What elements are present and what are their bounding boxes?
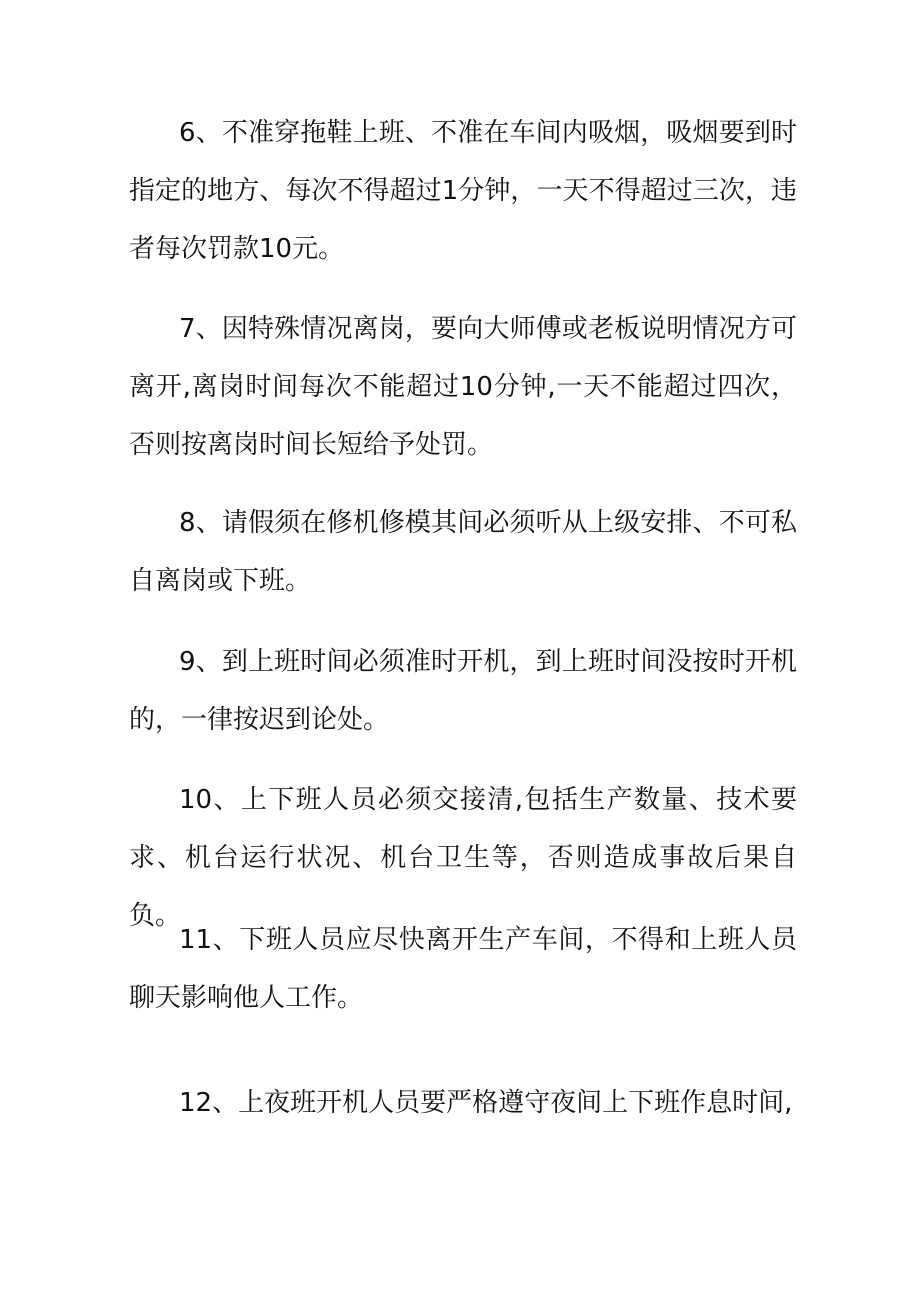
rule-paragraph-8: 8、请假须在修机修模其间必须听从上级安排、不可私自离岗或下班。	[129, 508, 797, 596]
rule-paragraph-12: 12、上夜班开机人员要严格遵守夜间上下班作息时间,	[179, 1088, 793, 1118]
rule-paragraph-9: 9、到上班时间必须准时开机，到上班时间没按时开机的，一律按迟到论处。	[129, 647, 797, 735]
rule-paragraph-7: 7、因特殊情况离岗，要向大师傅或老板说明情况方可离开,离岗时间每次不能超过10分钟,一天不能超过四次，否则按离岗时间长短给予处罚。	[129, 314, 797, 460]
rule-paragraph-11: 11、下班人员应尽快离开生产车间，不得和上班人员聊天影响他人工作。	[129, 925, 797, 1013]
rule-paragraph-6: 6、不准穿拖鞋上班、不准在车间内吸烟，吸烟要到时指定的地方、每次不得超过1分钟，一天不得超过三次，违者每次罚款10元。	[129, 118, 797, 264]
rule-paragraph-10: 10、上下班人员必须交接清,包括生产数量、技术要求、机台运行状况、机台卫生等，否则造成事故后果自负。	[129, 785, 797, 931]
